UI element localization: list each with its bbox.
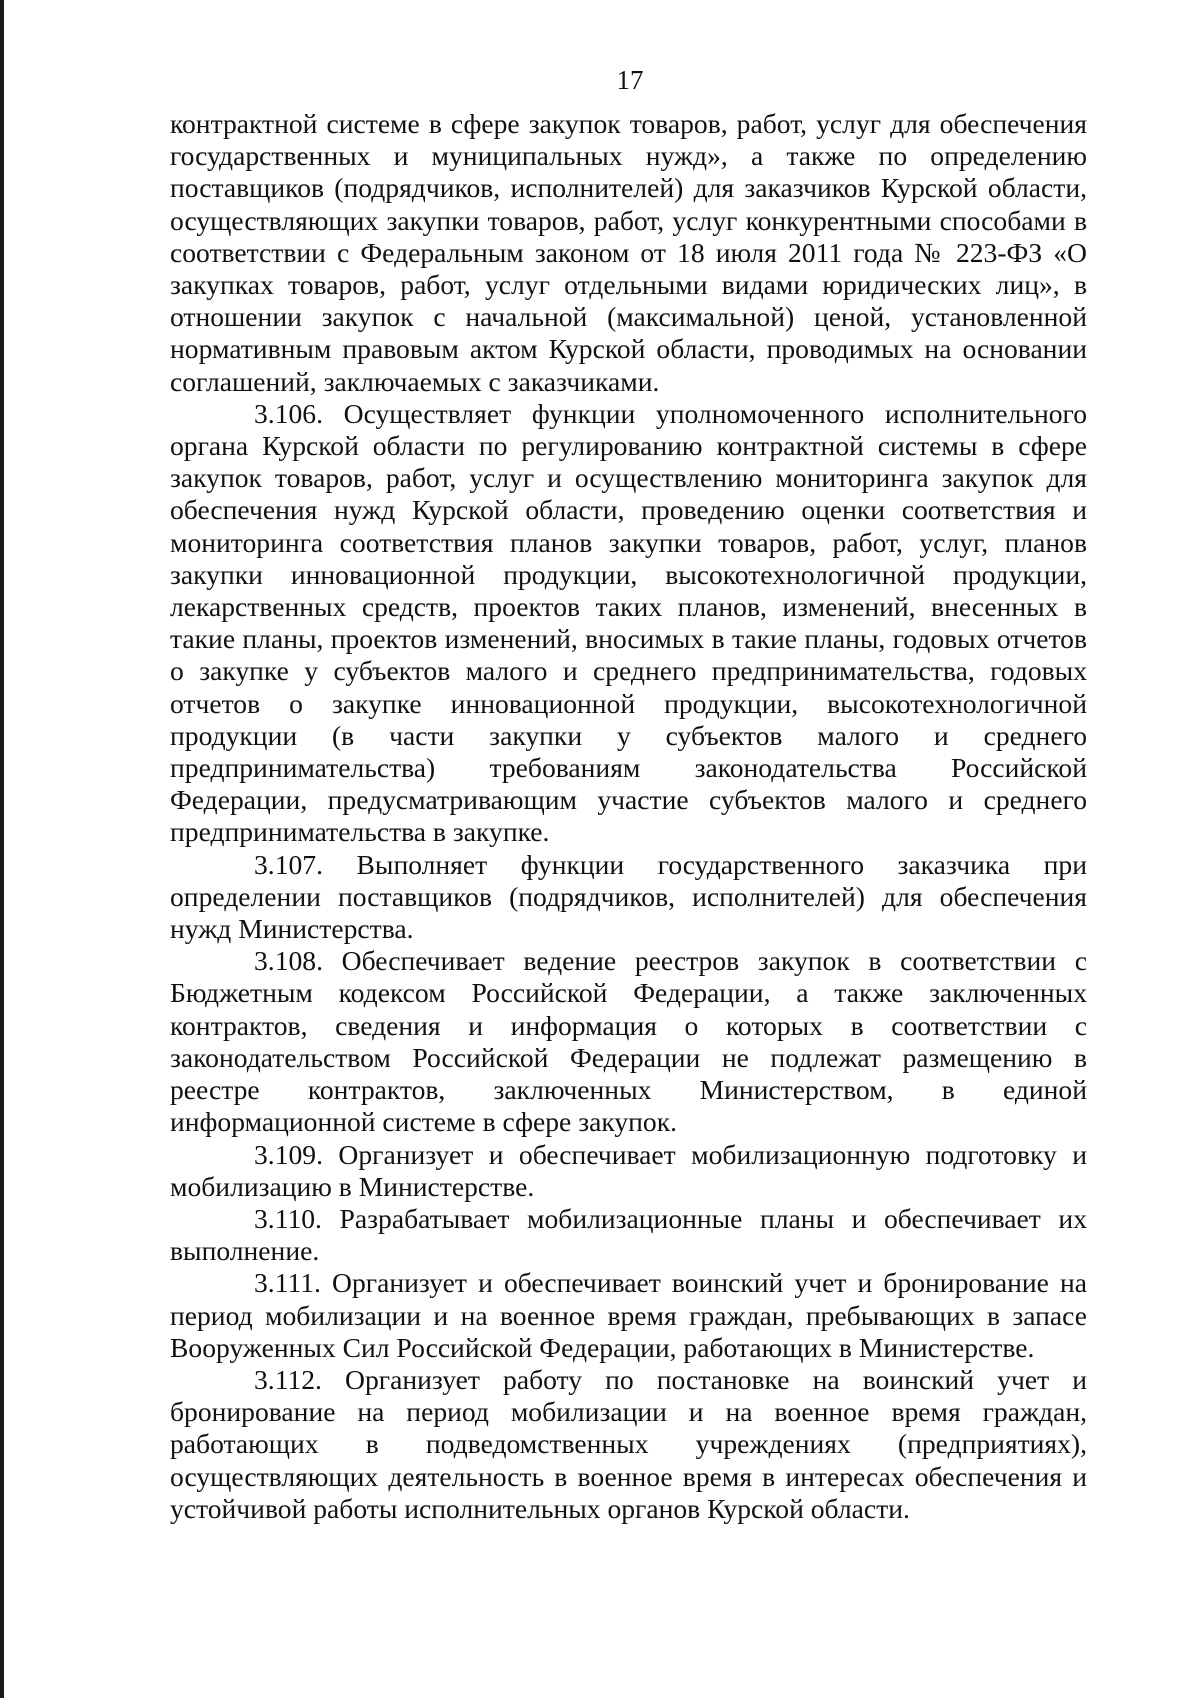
paragraph-3-107: 3.107. Выполняет функции государственного заказчика при определении поставщиков (подрядчиков, исполнителей) для обеспечения нужд Министерства. (170, 848, 1087, 945)
paragraph-3-108: 3.108. Обеспечивает ведение реестров закупок в соответствии с Бюджетным кодексом Российской Федерации, а также заключенных контрактов, сведения и информация о которых в соответствии с законодательством Российской Федерации не подлежат размещению в реестре контрактов, заключенных Министерством, в единой информационной системе в сфере закупок. (170, 945, 1087, 1138)
paragraph-3-111: 3.111. Организует и обеспечивает воинский учет и бронирование на период мобилизации и на военное время граждан, пребывающих в запасе Вооруженных Сил Российской Федерации, работающих в Министерстве. (170, 1267, 1087, 1363)
paragraph-continuation: контрактной системе в сфере закупок товаров, работ, услуг для обеспечения государственных и муниципальных нужд», а также по определению поставщиков (подрядчиков, исполнителей) для заказчиков Курской области, осуществляющих закупки товаров, работ, услуг конкурентными способами в соответствии с Федеральным законом от 18 июля 2011 года № 223-ФЗ «О закупках товаров, работ, услуг отдельными видами юридических лиц», в отношении закупок с начальной (максимальной) ценой, установленной нормативным правовым актом Курской области, проводимых на основании соглашений, заключаемых с заказчиками. (170, 108, 1087, 397)
paragraph-3-112: 3.112. Организует работу по постановке на воинский учет и бронирование на период мобилизации и на военное время граждан, работающих в подведомственных учреждениях (предприятиях), осуществляющих деятельность в военное время в интересах обеспечения и устойчивой работы исполнительных органов Курской области. (170, 1363, 1087, 1524)
document-body (170, 108, 1087, 1525)
paragraph-3-110: 3.110. Разрабатывает мобилизационные планы и обеспечивает их выполнение. (170, 1202, 1087, 1267)
page-number: 17 (616, 65, 644, 95)
scan-edge-border (0, 0, 4, 1698)
paragraph-3-109: 3.109. Организует и обеспечивает мобилизационную подготовку и мобилизацию в Министерстве. (170, 1138, 1087, 1202)
paragraph-3-106: 3.106. Осуществляет функции уполномоченного исполнительного органа Курской области по регулированию контрактной системы в сфере закупок товаров, работ, услуг и осуществлению мониторинга закупок для обеспечения нужд Курской области, проведению оценки соответствия и мониторинга соответствия планов закупки товаров, работ, услуг, планов закупки инновационной продукции, высокотехнологичной продукции, лекарственных средств, проектов таких планов, изменений, внесенных в такие планы, проектов изменений, вносимых в такие планы, годовых отчетов о закупке у субъектов малого и среднего предпринимательства, годовых отчетов о закупке инновационной продукции, высокотехнологичной продукции (в части закупки у субъектов малого и среднего предпринимательства) требованиям законодательства Российской Федерации, предусматривающим участие субъектов малого и среднего предпринимательства в закупке. (170, 397, 1087, 848)
